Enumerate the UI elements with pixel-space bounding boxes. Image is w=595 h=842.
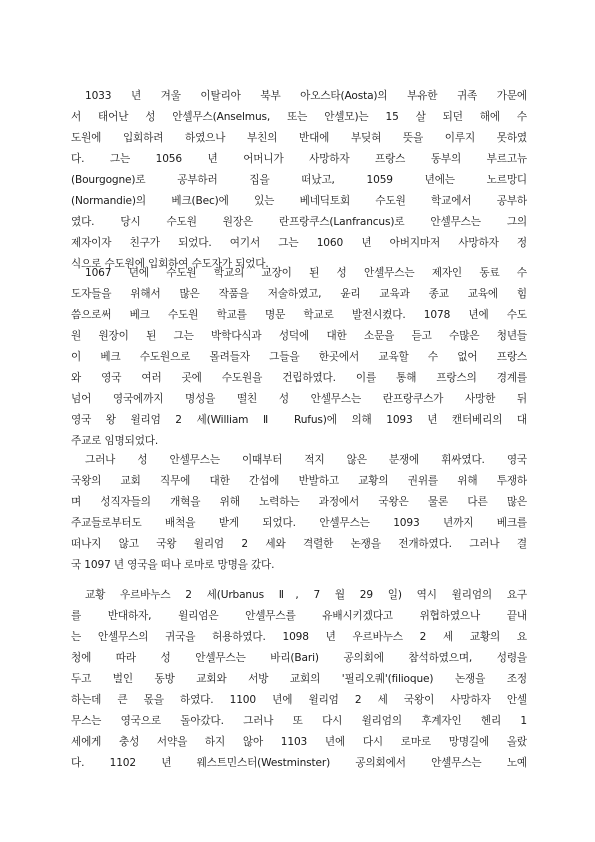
text-line: 넘어 영국에까지 명성을 떨친 성 안셀무스는 란프랑쿠스가 사망한 뒤 bbox=[71, 393, 527, 405]
text-line: 교황 우르바누스 2 세(Urbanus Ⅱ, 7 월 29 일) 역시 윌리엄의 요구 bbox=[85, 589, 527, 601]
text-line: 서 태어난 성 안셀무스(Anselmus, 또는 안셀모)는 15 살 되던 해에 수 bbox=[71, 111, 527, 123]
text-line: 국왕의 교회 직무에 대한 간섭에 반발하고 교황의 권위를 위해 투쟁하 bbox=[71, 475, 527, 487]
text-line: 1067 년에 수도원 학교의 교장이 된 성 안셀무스는 제자인 동료 수 bbox=[85, 267, 527, 279]
paragraph-3 bbox=[71, 450, 527, 576]
text-line: 식으로 수도원에 입회하여 수도자가 되었다. bbox=[71, 258, 269, 270]
text-line: 영국 왕 윌리엄 2 세(William Ⅱ Rufus)에 의해 1093 년 캔터베리의 대 bbox=[71, 414, 527, 426]
text-line: 주교들로부터도 배척을 받게 되었다. 안셀무스는 1093 년까지 베크를 bbox=[71, 517, 527, 529]
text-line: 국 1097 년 영국을 떠나 로마로 망명을 갔다. bbox=[71, 559, 275, 571]
text-line: 와 영국 여러 곳에 수도원을 건립하였다. 이를 통해 프랑스의 경계를 bbox=[71, 372, 527, 384]
text-line: 1033 년 겨울 이탈리아 북부 아오스타(Aosta)의 부유한 귀족 가문에 bbox=[85, 90, 527, 102]
text-line: 를 반대하자, 윌리엄은 안셀무스를 유배시키겠다고 위협하였으나 끝내 bbox=[71, 610, 527, 622]
text-line: 도원에 입회하려 하였으나 부친의 반대에 부딪혀 뜻을 이루지 못하였 bbox=[71, 132, 527, 144]
text-line: 씀으로써 베크 수도원 학교를 명문 학교로 발전시켰다. 1078 년에 수도 bbox=[71, 309, 527, 321]
paragraph-2 bbox=[71, 263, 527, 452]
text-line: 떠나지 않고 국왕 윌리엄 2 세와 격렬한 논쟁을 전개하였다. 그러나 결 bbox=[71, 538, 527, 550]
text-line: 무스는 영국으로 돌아갔다. 그러나 또 다시 윌리엄의 후계자인 헨리 1 bbox=[71, 715, 527, 727]
text-line: 였다. 당시 수도원 원장은 란프랑쿠스(Lanfrancus)로 안셀무스는 그의 bbox=[71, 216, 527, 228]
paragraph-1 bbox=[71, 86, 527, 275]
paragraph-4 bbox=[71, 585, 527, 774]
text-line: 며 성직자들의 개혁을 위해 노력하는 과정에서 국왕은 물론 다른 많은 bbox=[71, 496, 527, 508]
text-line: (Bourgogne)로 공부하러 집을 떠났고, 1059 년에는 노르망디 bbox=[71, 174, 527, 186]
text-line: 청에 따라 성 안셀무스는 바리(Bari) 공의회에 참석하였으며, 성령을 bbox=[71, 652, 527, 664]
text-line: 그러나 성 안셀무스는 이때부터 적지 않은 분쟁에 휘싸였다. 영국 bbox=[85, 454, 527, 466]
text-line: 주교로 임명되었다. bbox=[71, 435, 159, 447]
text-line: (Normandie)의 베크(Bec)에 있는 베네딕토회 수도원 학교에서 공부하 bbox=[71, 195, 527, 207]
text-line: 이 베크 수도원으로 몰려들자 그들을 한곳에서 교육할 수 없어 프랑스 bbox=[71, 351, 527, 363]
text-line: 제자이자 친구가 되었다. 여기서 그는 1060 년 아버지마저 사망하자 정 bbox=[71, 237, 527, 249]
text-line: 하는데 큰 몫을 하였다. 1100 년에 윌리엄 2 세 국왕이 사망하자 안셀 bbox=[71, 694, 527, 706]
text-line: 다. 그는 1056 년 어머니가 사망하자 프랑스 동부의 부르고뉴 bbox=[71, 153, 527, 165]
text-line: 원 원장이 된 그는 박학다식과 성덕에 대한 소문을 듣고 수많은 청년들 bbox=[71, 330, 527, 342]
text-line: 세에게 충성 서약을 하지 않아 1103 년에 다시 로마로 망명길에 올랐 bbox=[71, 736, 527, 748]
text-line: 도자들을 위해서 많은 작품을 저술하였고, 윤리 교육과 종교 교육에 힘 bbox=[71, 288, 527, 300]
text-line: 두고 벌인 동방 교회와 서방 교회의 '필리오퀘'(filioque) 논쟁을 조정 bbox=[71, 673, 527, 685]
text-line: 다. 1102 년 웨스트민스터(Westminster) 공의회에서 안셀무스는 노예 bbox=[71, 757, 527, 769]
text-line: 는 안셀무스의 귀국을 허용하였다. 1098 년 우르바누스 2 세 교황의 요 bbox=[71, 631, 527, 643]
